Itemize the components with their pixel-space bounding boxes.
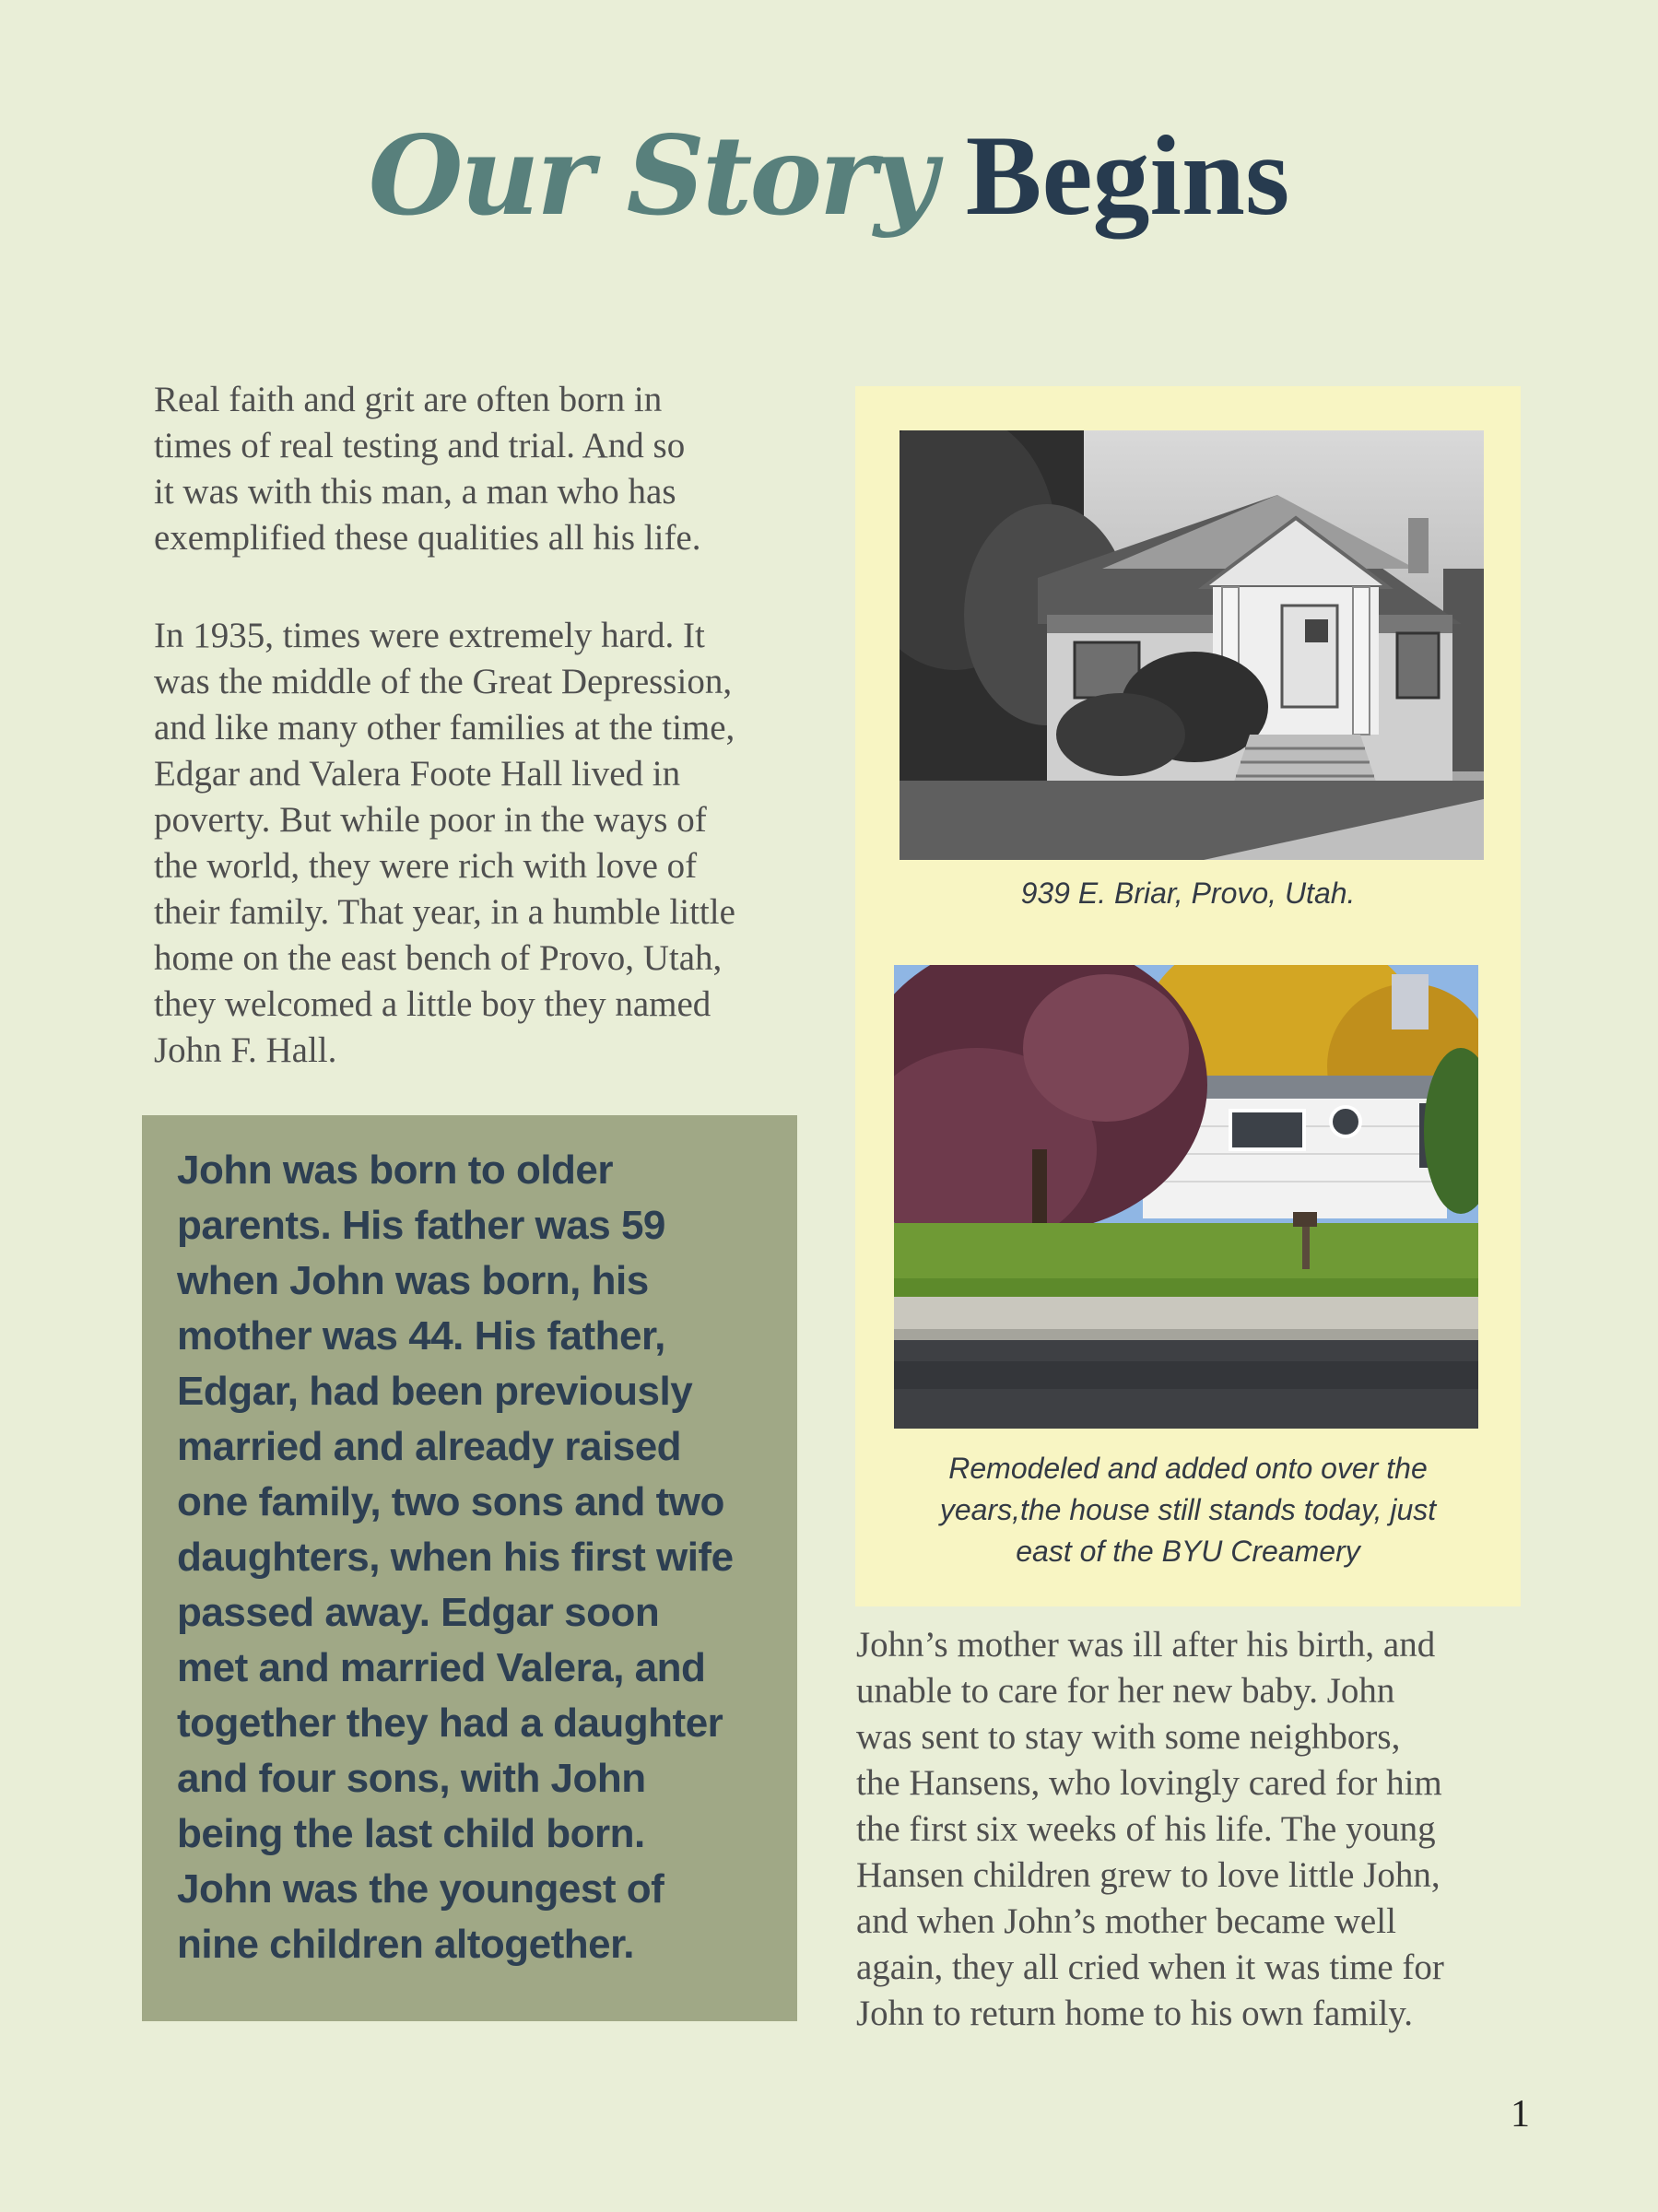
- text-line: was the middle of the Great Depression,: [154, 662, 733, 701]
- closing-paragraph: [856, 1622, 1444, 2037]
- title-script-part: Our Story: [368, 112, 935, 240]
- text-line: again, they all cried when it was time for: [856, 1947, 1444, 1987]
- text-line: John’s mother was ill after his birth, and: [856, 1625, 1436, 1665]
- text-line: John F. Hall.: [154, 1030, 337, 1070]
- text-line: Real faith and grit are often born in: [154, 380, 663, 419]
- history-paragraph: [154, 613, 735, 1074]
- text-line: they welcomed a little boy they named: [154, 984, 711, 1024]
- caption-line: 939 E. Briar, Provo, Utah.: [1020, 877, 1356, 910]
- caption-line: years,the house still stands today, just: [939, 1493, 1437, 1526]
- text-line: John to return home to his own family.: [856, 1994, 1414, 2033]
- callout-line: being the last child born.: [177, 1811, 645, 1856]
- callout-line: when John was born, his: [177, 1258, 649, 1303]
- text-line: times of real testing and trial. And so: [154, 426, 686, 465]
- callout-line: together they had a daughter: [177, 1700, 723, 1746]
- callout-line: mother was 44. His father,: [177, 1313, 665, 1359]
- callout-line: Edgar, had been previously: [177, 1369, 693, 1414]
- text-line: and when John’s mother became well: [856, 1901, 1396, 1941]
- text-line: Edgar and Valera Foote Hall lived in: [154, 754, 681, 794]
- callout-line: and four sons, with John: [177, 1756, 646, 1801]
- current-house-caption: [855, 1448, 1521, 1572]
- text-line: home on the east bench of Provo, Utah,: [154, 938, 723, 978]
- text-line: the first six weeks of his life. The young: [856, 1809, 1436, 1849]
- callout-box: [142, 1115, 797, 2021]
- text-line: exemplified these qualities all his life.: [154, 518, 701, 558]
- page-number: 1: [1511, 2093, 1530, 2136]
- text-line: was sent to stay with some neighbors,: [856, 1717, 1401, 1757]
- old-house-caption: [855, 873, 1521, 914]
- text-line: their family. That year, in a humble little: [154, 892, 735, 932]
- callout-line: one family, two sons and two: [177, 1479, 724, 1524]
- text-line: poverty. But while poor in the ways of: [154, 800, 707, 840]
- text-line: In 1935, times were extremely hard. It: [154, 616, 705, 655]
- callout-line: parents. His father was 59: [177, 1203, 665, 1248]
- old-house-photo: [900, 430, 1484, 860]
- text-line: the world, they were rich with love of: [154, 846, 698, 886]
- text-line: Hansen children grew to love little John,: [856, 1855, 1440, 1895]
- callout-text: [177, 1143, 734, 1972]
- callout-line: met and married Valera, and: [177, 1645, 706, 1690]
- current-house-photo: [894, 965, 1478, 1429]
- text-line: the Hansens, who lovingly cared for him: [856, 1763, 1442, 1803]
- callout-line: daughters, when his first wife: [177, 1535, 734, 1580]
- callout-line: passed away. Edgar soon: [177, 1590, 660, 1635]
- page-title: [0, 111, 1658, 241]
- photo-panel: [855, 386, 1521, 1606]
- title-bold-part: Begins: [965, 112, 1290, 239]
- caption-line: Remodeled and added onto over the: [948, 1452, 1428, 1485]
- text-line: unable to care for her new baby. John: [856, 1671, 1395, 1711]
- callout-line: John was born to older: [177, 1147, 614, 1193]
- callout-line: John was the youngest of: [177, 1866, 664, 1912]
- text-line: and like many other families at the time,: [154, 708, 735, 747]
- caption-line: east of the BYU Creamery: [1016, 1535, 1360, 1568]
- callout-line: nine children altogether.: [177, 1922, 635, 1967]
- callout-line: married and already raised: [177, 1424, 682, 1469]
- intro-paragraph: [154, 377, 701, 561]
- text-line: it was with this man, a man who has: [154, 472, 676, 512]
